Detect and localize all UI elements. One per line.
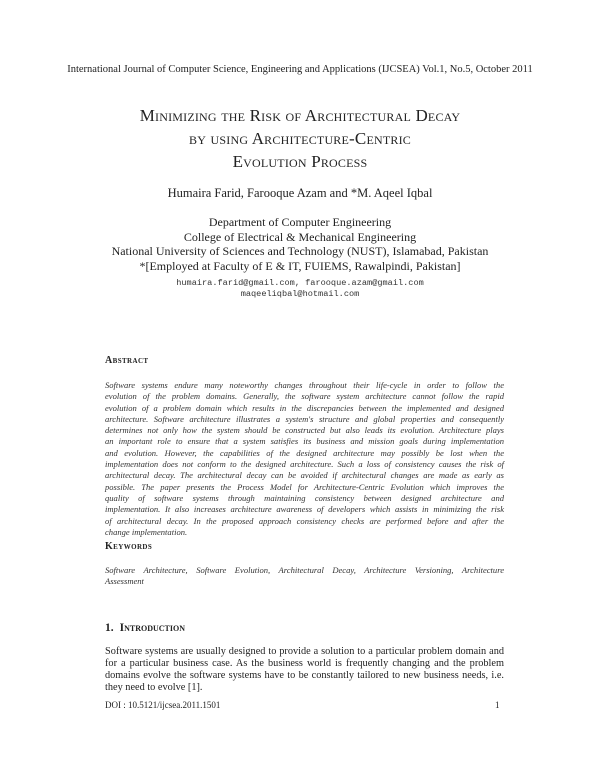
abstract-line: possible. The paper presents the Process Model for Architecture-Centric Evolution which improves the bbox=[105, 481, 504, 492]
abstract-line: Software systems endure many noteworthy changes throughout their life-cycle in order to follow the bbox=[105, 380, 504, 390]
email-line[interactable]: humaira.farid@gmail.com, farooque.azam@gmail.com bbox=[176, 278, 424, 288]
abstract-line: evolution of a problem domain which results in the discrepancies between the implemented and designed bbox=[105, 402, 504, 413]
doi-footer: DOI : 10.5121/ijcsea.2011.1501 bbox=[105, 700, 221, 710]
abstract-line: quality of software systems through maintaining consistency between designed architecture and bbox=[105, 492, 504, 503]
keywords-body bbox=[105, 565, 504, 588]
abstract-line: determines not only how the system should be constructed but also leads its evolution. Architecture plays bbox=[105, 425, 504, 436]
abstract-line: implementation does not conform to the designed architecture. Such a loss of consistency causes the risk of bbox=[105, 459, 504, 470]
abstract-body bbox=[105, 380, 504, 538]
journal-header: International Journal of Computer Science, Engineering and Applications (IJCSEA) Vol.1, No.5, October 2011 bbox=[67, 64, 533, 75]
keywords-line: Software Architecture, Software Evolution, Architectural Decay, Architecture Versioning, Architecture bbox=[105, 565, 504, 575]
affiliation-line: College of Electrical & Mechanical Engineering bbox=[183, 229, 417, 244]
section-title: Introduction bbox=[119, 622, 185, 634]
title-line: Minimizing the Risk of Architectural Decay bbox=[139, 106, 461, 125]
page-number: 1 bbox=[495, 700, 500, 710]
intro-line: for a particular business case. As the business world is frequently changing and the problem bbox=[105, 657, 504, 669]
abstract-line: an important role to ensure that a system satisfies its business and mission goals during implementation bbox=[105, 436, 504, 447]
keywords-heading: Keywords bbox=[105, 541, 153, 552]
keywords-line: Assessment bbox=[105, 576, 144, 587]
section-number: 1. bbox=[105, 622, 114, 634]
intro-line: Software systems are usually designed to provide a solution to a particular problem domain and bbox=[105, 646, 504, 657]
introduction-body bbox=[105, 646, 504, 694]
abstract-line: evolution of the problem domains. Generally, the software system architecture cannot follow the rapid bbox=[105, 391, 504, 402]
abstract-heading: Abstract bbox=[105, 355, 149, 366]
affiliation-line: *[Employed at Faculty of E & IT, FUIEMS, Rawalpindi, Pakistan] bbox=[139, 258, 461, 273]
introduction-heading bbox=[105, 622, 185, 634]
affiliation bbox=[0, 215, 600, 273]
author-emails bbox=[0, 278, 600, 300]
abstract-line: implementation. It also increases architecture awareness of developers which assists in minimizing the risk bbox=[105, 504, 504, 515]
abstract-line: architecture. Software architecture illustrates a system's structure and global properties and consequently bbox=[105, 413, 504, 424]
affiliation-line: National University of Sciences and Technology (NUST), Islamabad, Pakistan bbox=[111, 244, 489, 258]
abstract-line: change implementation. bbox=[105, 526, 188, 537]
title-line: Evolution Process bbox=[232, 152, 368, 171]
intro-line: domains evolve the software systems have to be constantly tailored to new business needs, i.e. bbox=[105, 669, 504, 681]
abstract-line: and evolution. However, the capabilities of the designed architecture may possibly be lost when the bbox=[105, 447, 504, 458]
affiliation-line: Department of Computer Engineering bbox=[208, 215, 392, 229]
abstract-line: architectural decay. The architectural decay can be avoided if architectural changes are made as early as bbox=[105, 470, 504, 481]
authors: Humaira Farid, Farooque Azam and *M. Aqeel Iqbal bbox=[167, 186, 433, 200]
email-line[interactable]: maqeeliqbal@hotmail.com bbox=[240, 289, 360, 299]
title-line: by using Architecture-Centric bbox=[189, 129, 411, 148]
paper-title bbox=[60, 104, 540, 173]
intro-line: they need to evolve [1]. bbox=[105, 681, 203, 693]
abstract-line: of architectural decay. In the proposed approach consistency checks are performed before and after the bbox=[105, 515, 504, 526]
